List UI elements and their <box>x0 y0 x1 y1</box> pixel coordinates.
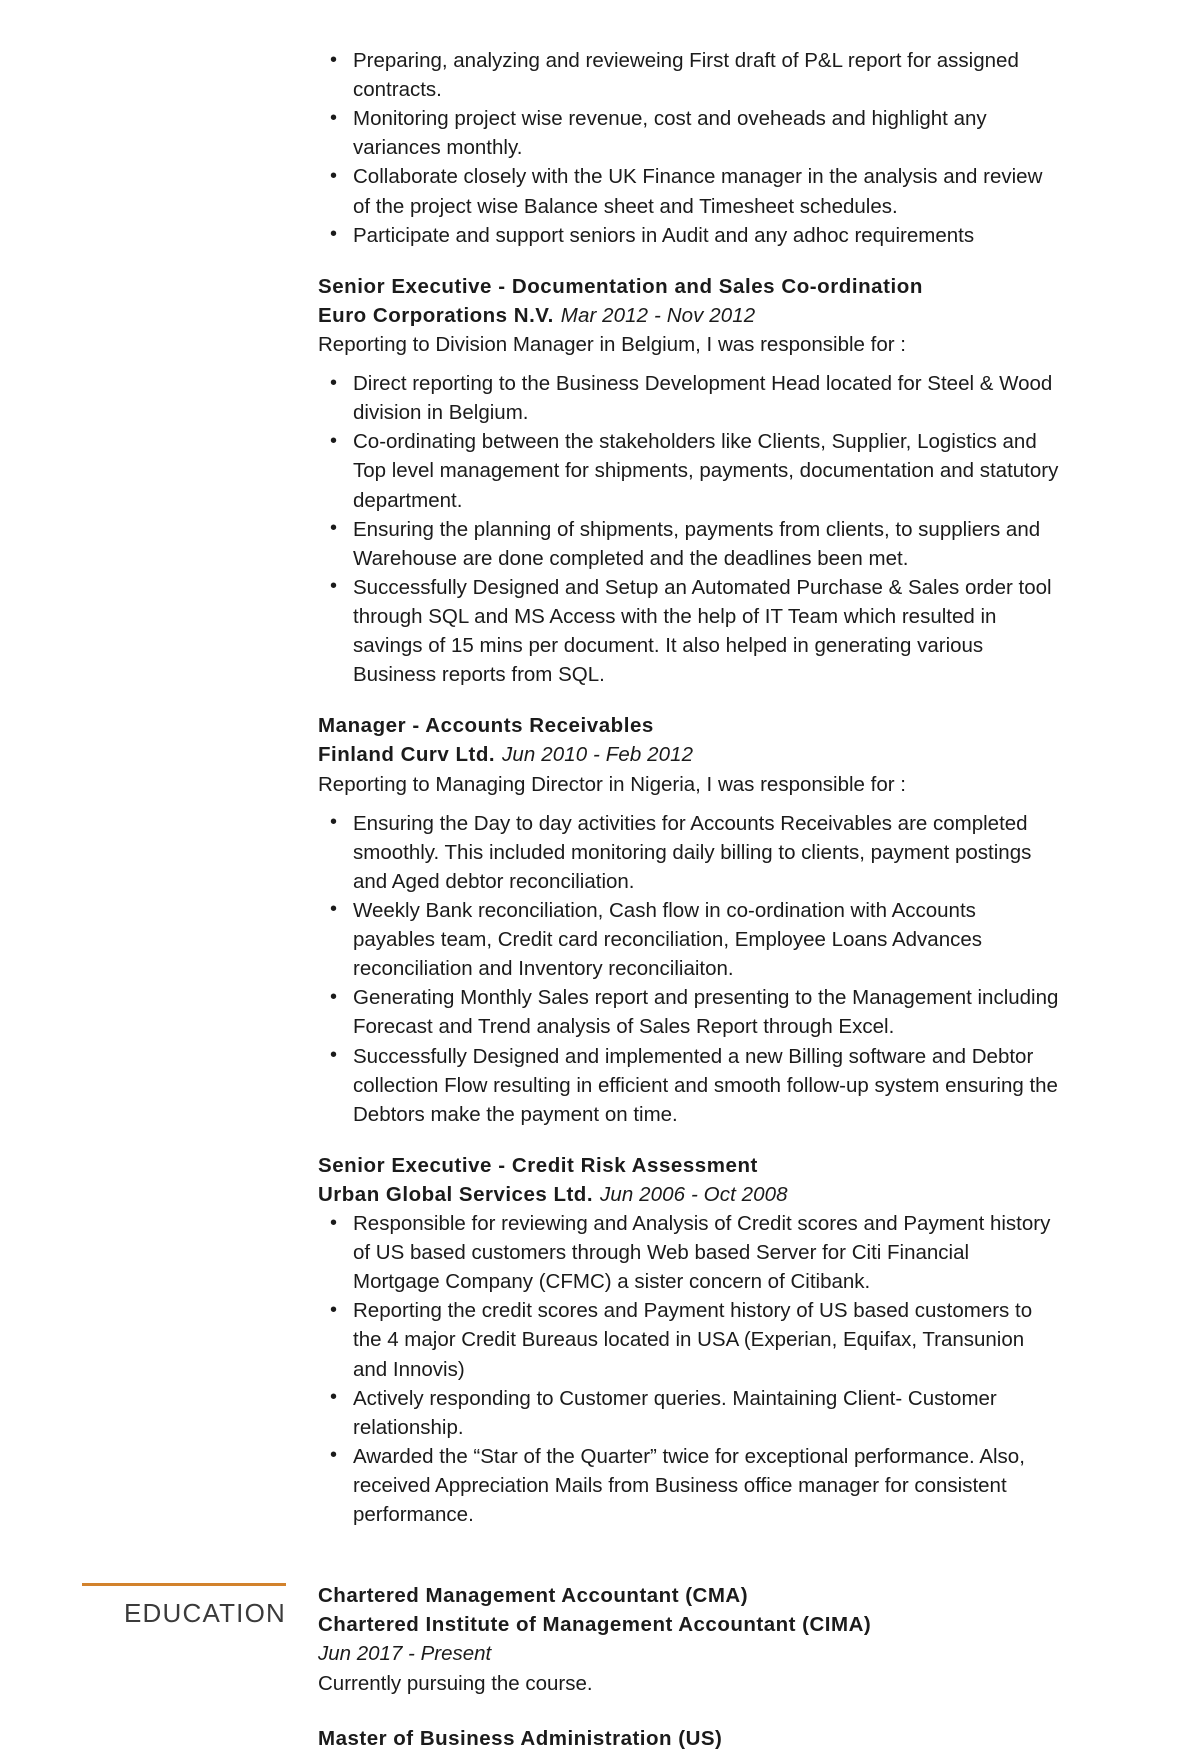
list-item: • Co-ordinating between the stakeholders like Clients, Supplier, Logistics and Top level management for shipments, payments, documentation and statutory department. <box>318 427 1060 514</box>
company-line <box>318 301 1060 330</box>
list-item: • Actively responding to Customer queries. Maintaining Client- Customer relationship. <box>318 1384 1060 1442</box>
job-title: Manager - Accounts Receivables <box>318 714 654 738</box>
list-item: • Generating Monthly Sales report and presenting to the Management including Forecast and Trend analysis of Sales Report through Excel. <box>318 983 1060 1041</box>
education-institution: Chartered Institute of Management Accountant (CIMA) <box>318 1613 872 1637</box>
job-entry-urban-global <box>318 1151 1060 1529</box>
company-name: Euro Corporations N.V. <box>318 303 554 327</box>
education-degree: Chartered Management Accountant (CMA) <box>318 1584 749 1608</box>
job-title: Senior Executive - Credit Risk Assessment <box>318 1153 758 1177</box>
education-section <box>68 1581 1060 1753</box>
spacer <box>318 1129 1060 1151</box>
list-item: • Monitoring project wise revenue, cost and oveheads and highlight any variances monthly. <box>318 104 1060 162</box>
education-entry-cima <box>318 1581 1060 1697</box>
education-content <box>318 1581 1060 1753</box>
job-reporting-line: Reporting to Division Manager in Belgium, I was responsible for : <box>318 332 906 356</box>
list-item: • Reporting the credit scores and Payment history of US based customers to the 4 major Credit Bureaus located in USA (Experian, Equifax, Transunion and Innovis) <box>318 1296 1060 1383</box>
experience-section <box>68 46 1060 1529</box>
job-reporting-line: Reporting to Managing Director in Nigeria, I was responsible for : <box>318 772 906 796</box>
spacer <box>318 359 1060 369</box>
carryover-bullet-list <box>318 46 1060 250</box>
list-item: • Preparing, analyzing and revieweing First draft of P&L report for assigned contracts. <box>318 46 1060 104</box>
job-dates: Mar 2012 - Nov 2012 <box>560 303 756 327</box>
education-gutter <box>68 1581 318 1628</box>
spacer <box>318 1698 1060 1724</box>
list-item: • Ensuring the Day to day activities for Accounts Receivables are completed smoothly. This included monitoring daily billing to clients, payment postings and Aged debtor reconciliation. <box>318 809 1060 896</box>
company-name: Urban Global Services Ltd. <box>318 1182 594 1206</box>
job-dates: Jun 2010 - Feb 2012 <box>502 743 694 767</box>
list-item: • Collaborate closely with the UK Finance manager in the analysis and review of the project wise Balance sheet and Timesheet schedules. <box>318 162 1060 220</box>
education-dates: Jun 2017 - Present <box>318 1642 492 1666</box>
list-item: • Participate and support seniors in Audit and any adhoc requirements <box>318 221 1060 250</box>
spacer <box>318 689 1060 711</box>
list-item: • Ensuring the planning of shipments, payments from clients, to suppliers and Warehouse are done completed and the deadlines been met. <box>318 515 1060 573</box>
list-item: • Weekly Bank reconciliation, Cash flow in co-ordination with Accounts payables team, Credit card reconciliation, Employee Loans Advances reconciliation and Inventory reconciliaiton. <box>318 896 1060 983</box>
job-bullet-list <box>318 369 1060 689</box>
education-entry-mba <box>318 1724 1060 1753</box>
job-entry-euro-corporations <box>318 272 1060 690</box>
section-title-education: EDUCATION <box>124 1598 286 1629</box>
section-divider-rule <box>82 1583 286 1586</box>
list-item: • Successfully Designed and implemented a new Billing software and Debtor collection Flow resulting in efficient and smooth follow-up system ensuring the Debtors make the payment on time. <box>318 1042 1060 1129</box>
spacer <box>318 250 1060 272</box>
education-note: Currently pursuing the course. <box>318 1671 593 1695</box>
job-title: Senior Executive - Documentation and Sales Co-ordination <box>318 274 923 298</box>
job-bullet-list <box>318 1209 1060 1529</box>
job-bullet-list <box>318 809 1060 1129</box>
company-line <box>318 740 1060 769</box>
list-item: • Direct reporting to the Business Development Head located for Steel & Wood division in Belgium. <box>318 369 1060 427</box>
education-degree: Master of Business Administration (US) <box>318 1726 723 1750</box>
spacer <box>318 799 1060 809</box>
list-item: • Awarded the “Star of the Quarter” twice for exceptional performance. Also, received Appreciation Mails from Business office manager for consistent performance. <box>318 1442 1060 1529</box>
company-line <box>318 1180 1060 1209</box>
list-item: • Successfully Designed and Setup an Automated Purchase & Sales order tool through SQL and MS Access with the help of IT Team which resulted in savings of 15 mins per document. It also helped in generating various Business reports from SQL. <box>318 573 1060 689</box>
list-item: • Responsible for reviewing and Analysis of Credit scores and Payment history of US based customers through Web based Server for Citi Financial Mortgage Company (CFMC) a sister concern of Citibank. <box>318 1209 1060 1296</box>
job-dates: Jun 2006 - Oct 2008 <box>600 1182 788 1206</box>
experience-content <box>318 46 1060 1529</box>
company-name: Finland Curv Ltd. <box>318 743 496 767</box>
job-entry-finland-curv <box>318 711 1060 1129</box>
